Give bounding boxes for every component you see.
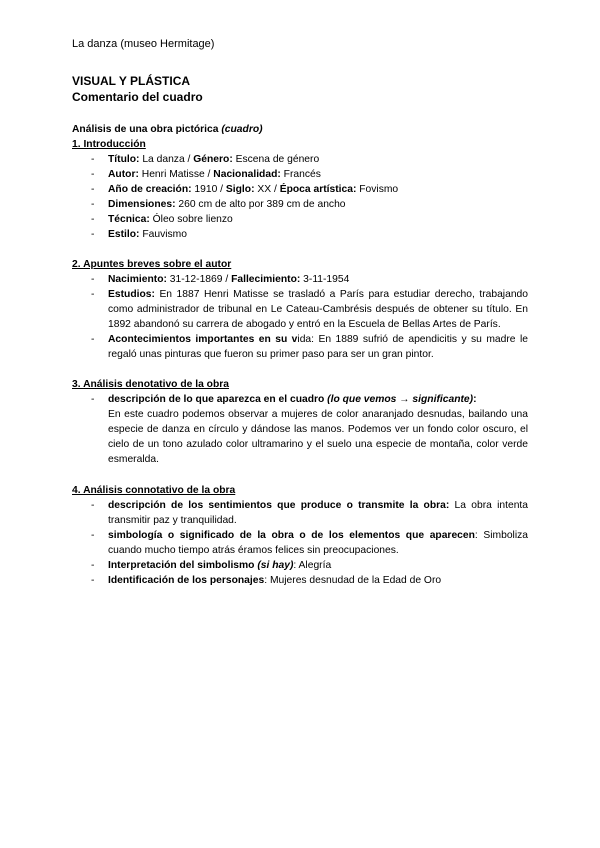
item-label: Técnica: bbox=[108, 214, 150, 225]
item-label: descripción de lo que aparezca en el cuadro bbox=[108, 394, 328, 405]
section-1-list bbox=[72, 152, 528, 242]
item-value: : Mujeres desnudad de la Edad de Oro bbox=[264, 575, 442, 586]
section-2-list bbox=[72, 272, 528, 362]
analysis-heading-italic: (cuadro) bbox=[221, 124, 263, 135]
item-value: En 1887 Henri Matisse se trasladó a París para estudiar derecho, trabajando como administrador de tribunal en Le Cateau-Cambrésis después de obtener su título. En 1892 abandonó su carrera de abogado y entró en la Escuela de Bellas Artes de París. bbox=[108, 289, 528, 330]
section-4-list bbox=[72, 498, 528, 588]
item-value: Óleo sobre lienzo bbox=[149, 214, 233, 225]
item-label: Interpretación del simbolismo bbox=[108, 560, 258, 571]
item-label: Identificación de los personajes bbox=[108, 575, 265, 586]
section-2-title: 2. Apuntes breves sobre el autor bbox=[72, 259, 232, 270]
list-item bbox=[72, 227, 528, 242]
item-label: Dimensiones: bbox=[108, 199, 176, 210]
bullet-dash: - bbox=[91, 560, 95, 571]
section-3-paragraph: En este cuadro podemos observar a mujeres de color anaranjado desnudas, bailando una especie de danza en círculo y dándose las manos. Podemos ver un fondo color oscuro, el cielo de un tono azulado color ultramarino y el suelo una especie de montaña, color verde esmeralda. bbox=[108, 409, 528, 465]
item-label: Género: bbox=[193, 154, 233, 165]
item-value: : Alegría bbox=[293, 560, 332, 571]
list-item bbox=[72, 528, 528, 558]
section-1-title: 1. Introducción bbox=[72, 139, 146, 150]
list-item bbox=[72, 272, 528, 287]
bullet-dash: - bbox=[91, 394, 95, 405]
item-label-italic: (lo que vemos → significante) bbox=[327, 394, 474, 405]
bullet-dash: - bbox=[91, 184, 95, 195]
item-value: 31-12-1869 / bbox=[166, 274, 232, 285]
bullet-dash: - bbox=[91, 530, 95, 541]
bullet-dash: - bbox=[91, 229, 95, 240]
item-label: Fallecimiento: bbox=[231, 274, 301, 285]
item-value: 3-11-1954 bbox=[300, 274, 350, 285]
item-label: : bbox=[473, 394, 477, 405]
item-label: Época artística: bbox=[279, 184, 357, 195]
item-label: Año de creación: bbox=[108, 184, 192, 195]
list-item bbox=[72, 392, 528, 407]
bullet-dash: - bbox=[91, 214, 95, 225]
list-item bbox=[72, 498, 528, 528]
item-value: La obra intenta transmitir paz y tranquilidad. bbox=[108, 500, 529, 526]
list-item bbox=[72, 212, 528, 227]
analysis-heading bbox=[72, 122, 528, 137]
bullet-dash: - bbox=[91, 199, 95, 210]
bullet-dash: - bbox=[91, 169, 95, 180]
list-item bbox=[72, 558, 528, 573]
list-item bbox=[72, 573, 528, 588]
item-value: Henri Matisse / bbox=[138, 169, 214, 180]
bullet-dash: - bbox=[91, 289, 95, 300]
item-label-italic: (si hay) bbox=[257, 560, 294, 571]
item-value: : Simboliza cuando mucho tiempo atrás éramos felices sin preocupaciones. bbox=[108, 530, 528, 556]
item-label: Nacimiento: bbox=[108, 274, 167, 285]
section-3-list bbox=[72, 392, 528, 407]
analysis-heading-text: Análisis de una obra pictórica bbox=[72, 124, 222, 135]
bullet-dash: - bbox=[91, 334, 95, 345]
item-label: Nacionalidad: bbox=[213, 169, 281, 180]
item-value: Escena de género bbox=[232, 154, 320, 165]
list-item bbox=[72, 332, 528, 362]
item-value: La danza / bbox=[139, 154, 194, 165]
item-label: descripción de los sentimientos que produce o transmite la obra: bbox=[108, 500, 450, 511]
item-label: Acontecimientos importantes en su v bbox=[108, 334, 298, 345]
item-value: 1910 / bbox=[191, 184, 226, 195]
document-title: VISUAL Y PLÁSTICA bbox=[72, 74, 191, 88]
bullet-dash: - bbox=[91, 575, 95, 586]
item-value: Fovismo bbox=[356, 184, 399, 195]
bullet-dash: - bbox=[91, 154, 95, 165]
item-label: Estudios: bbox=[108, 289, 155, 300]
document-content bbox=[72, 122, 528, 588]
item-label: Estilo: bbox=[108, 229, 140, 240]
section-3-title: 3. Análisis denotativo de la obra bbox=[72, 379, 229, 390]
item-label: Siglo: bbox=[225, 184, 255, 195]
section-4-title: 4. Análisis connotativo de la obra bbox=[72, 485, 236, 496]
item-value: Fauvismo bbox=[139, 229, 187, 240]
list-item bbox=[72, 152, 528, 167]
list-item bbox=[72, 287, 528, 332]
item-label: simbología o significado de la obra o de los elementos que aparecen bbox=[108, 530, 475, 541]
bullet-dash: - bbox=[91, 500, 95, 511]
item-label: Título: bbox=[108, 154, 140, 165]
item-value: 260 cm de alto por 389 cm de ancho bbox=[175, 199, 346, 210]
list-item bbox=[72, 182, 528, 197]
item-label: Autor: bbox=[108, 169, 139, 180]
page-header: La danza (museo Hermitage) bbox=[72, 38, 215, 50]
item-value: XX / bbox=[254, 184, 280, 195]
item-value: Francés bbox=[280, 169, 321, 180]
list-item bbox=[72, 167, 528, 182]
bullet-dash: - bbox=[91, 274, 95, 285]
item-value: ida: En 1889 sufrió de apendicitis y su madre le regaló unas pinturas que fueron su primer paso para ser un gran pintor. bbox=[108, 334, 528, 360]
document-subtitle: Comentario del cuadro bbox=[72, 90, 203, 104]
list-item bbox=[72, 197, 528, 212]
